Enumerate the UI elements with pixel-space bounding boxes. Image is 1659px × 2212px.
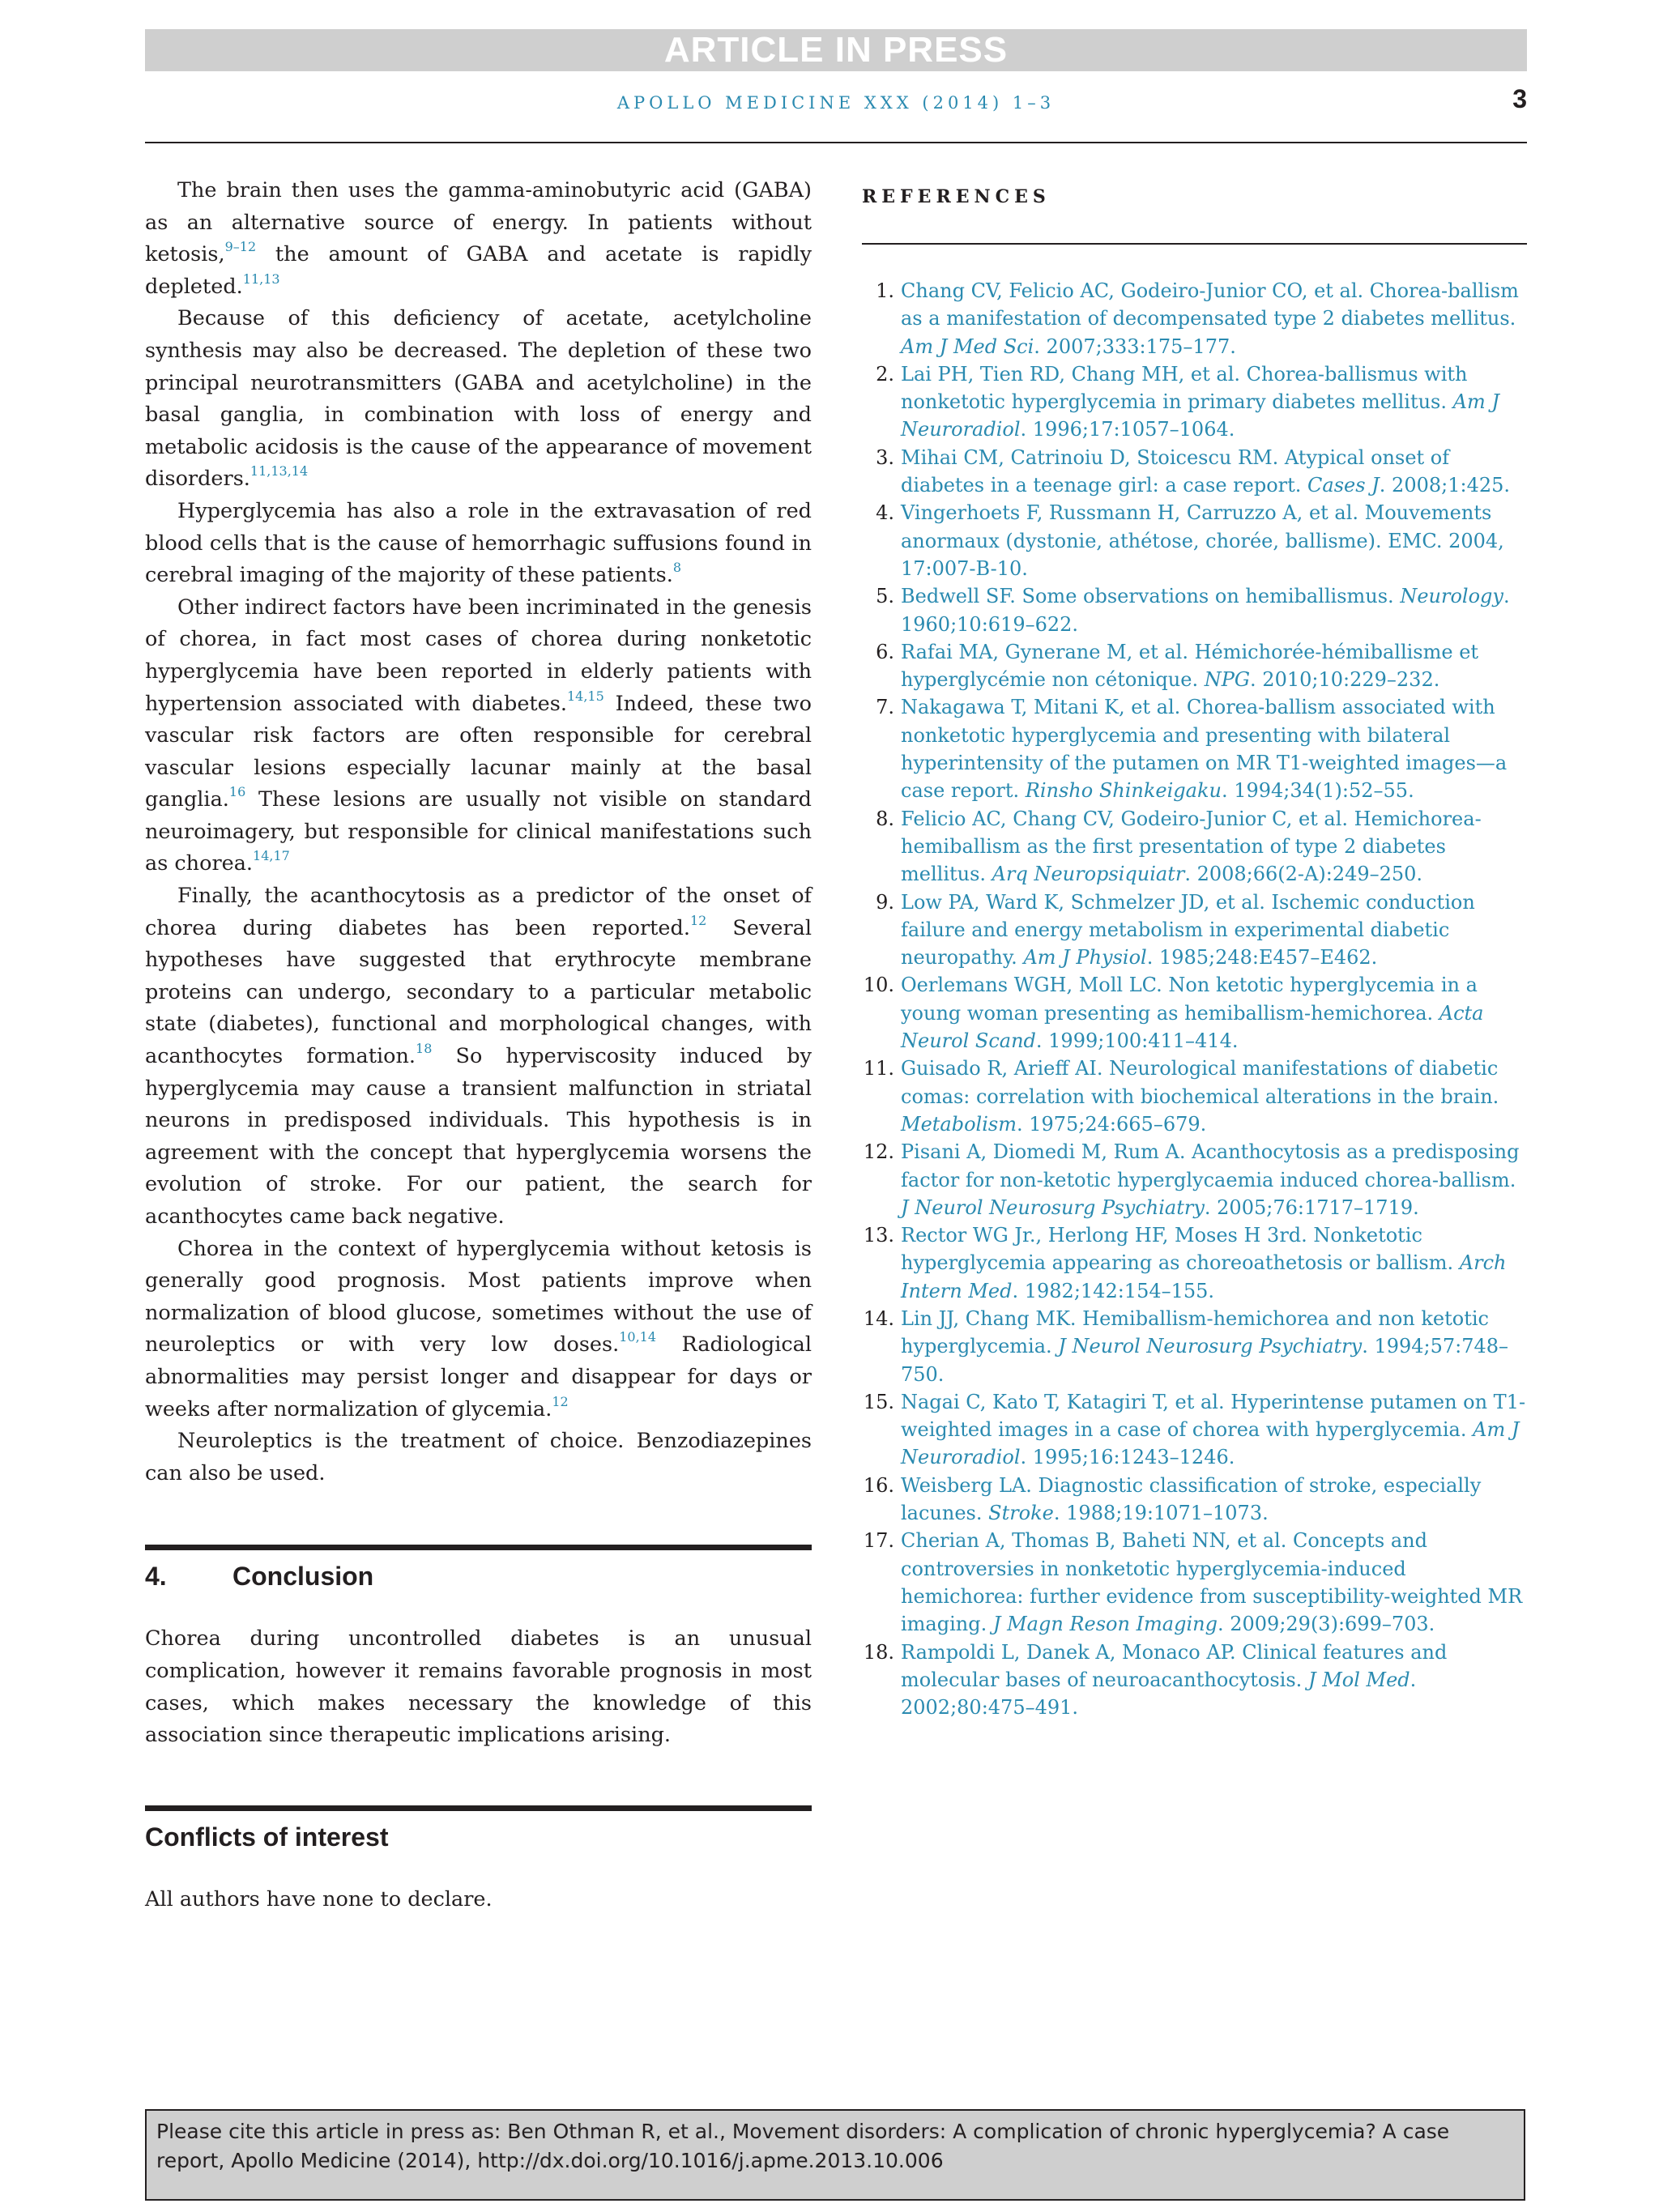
paragraph-text: the amount of GABA and acetate is rapidly depleted. bbox=[145, 242, 812, 299]
reference-text: Chang CV, Felicio AC, Godeiro-Junior CO, et al. Chorea-ballism as a manifestation of decompensated type 2 diabetes mellitus. bbox=[901, 279, 1519, 330]
reference-journal: Cases J bbox=[1307, 474, 1380, 497]
conflicts-text: All authors have none to declare. bbox=[145, 1886, 493, 1912]
reference-text: Felicio AC, Chang CV, Godeiro-Junior C, et al. Hemichorea-hemiballism as the first presentation of type 2 diabetes mellitus. bbox=[901, 807, 1482, 886]
reference-journal: J Magn Reson Imaging bbox=[992, 1613, 1218, 1636]
reference-journal: Arq Neuropsiquiatr bbox=[992, 863, 1185, 886]
reference-item[interactable] bbox=[862, 1221, 1527, 1305]
reference-journal: Am J Neuroradiol bbox=[901, 1418, 1520, 1469]
reference-details: . 2002;80:475–491. bbox=[901, 1668, 1417, 1720]
reference-number: 5 . bbox=[855, 582, 894, 610]
citation-link[interactable]: 10,14 bbox=[619, 1329, 657, 1345]
reference-number: 16 . bbox=[855, 1472, 894, 1499]
citation-link[interactable]: 14,17 bbox=[253, 848, 290, 864]
body-paragraph bbox=[145, 175, 812, 303]
reference-details: . 2008;1:425. bbox=[1379, 474, 1511, 497]
reference-journal: J Neurol Neurosurg Psychiatry bbox=[1058, 1335, 1363, 1358]
reference-details: . 2008;66(2-A):249–250. bbox=[1184, 863, 1423, 886]
reference-journal: Am J Physiol bbox=[1023, 946, 1147, 970]
reference-item[interactable] bbox=[862, 1305, 1527, 1388]
reference-item[interactable] bbox=[862, 1388, 1527, 1472]
reference-details: . 2005;76:1717–1719. bbox=[1204, 1196, 1419, 1219]
reference-details: . 1960;10:619–622. bbox=[901, 585, 1510, 636]
citation-link[interactable]: 12 bbox=[552, 1393, 569, 1409]
citation-link[interactable]: 18 bbox=[416, 1041, 433, 1057]
reference-details: . 1999;100:411–414. bbox=[1035, 1029, 1239, 1053]
reference-number: 15 . bbox=[855, 1388, 894, 1416]
reference-item[interactable] bbox=[862, 444, 1527, 500]
body-paragraph bbox=[145, 1234, 812, 1426]
reference-text: Rafai MA, Gynerane M, et al. Hémichorée-hémiballisme et hyperglycémie non cétonique. bbox=[901, 640, 1479, 692]
paragraph-text: Hyperglycemia has also a role in the extravasation of red blood cells that is the cause of hemorrhagic suffusions found in cerebral imaging of the majority of these patients. bbox=[145, 498, 812, 588]
reference-number: 1 . bbox=[855, 277, 894, 305]
reference-details: . 1982;142:154–155. bbox=[1012, 1279, 1215, 1302]
reference-journal: NPG bbox=[1204, 668, 1251, 692]
reference-text: Nakagawa T, Mitani K, et al. Chorea-ballism associated with nonketotic hyperglycemia and presenting with bilateral hyperintensity of the putamen on MR T1-weighted images—a case report. bbox=[901, 696, 1508, 803]
reference-details: . 1994;34(1):52–55. bbox=[1221, 779, 1414, 803]
reference-item[interactable] bbox=[862, 1527, 1527, 1638]
reference-details: . 1975;24:665–679. bbox=[1016, 1112, 1207, 1136]
reference-journal: J Neurol Neurosurg Psychiatry bbox=[901, 1196, 1205, 1219]
reference-journal: Am J Neuroradiol bbox=[901, 390, 1499, 441]
body-text bbox=[145, 175, 812, 1490]
paragraph-text: Chorea in the context of hyperglycemia without ketosis is generally good prognosis. Most patients improve when normalization of blood glucose, sometimes without the use of neuroleptics or with very low doses. bbox=[145, 1236, 812, 1357]
reference-item[interactable] bbox=[862, 971, 1527, 1055]
conclusion-title: Conclusion bbox=[232, 1562, 374, 1592]
reference-text: Low PA, Ward K, Schmelzer JD, et al. Ischemic conduction failure and energy metabolism in experimental diabetic neuropathy. bbox=[901, 890, 1475, 970]
reference-text: Rampoldi L, Danek A, Monaco AP. Clinical features and molecular bases of neuroacanthocytosis. bbox=[901, 1640, 1448, 1691]
reference-journal: Am J Med Sci bbox=[901, 335, 1034, 358]
reference-number: 6 . bbox=[855, 638, 894, 666]
reference-details: . 2010;10:229–232. bbox=[1250, 668, 1440, 692]
reference-text: Lai PH, Tien RD, Chang MH, et al. Chorea-ballismus with nonketotic hyperglycemia in primary diabetes mellitus. bbox=[901, 362, 1468, 414]
paragraph-text: Other indirect factors have been incriminated in the genesis of chorea, in fact most cases of chorea during nonketotic hyperglycemia have been reported in elderly patients with hypertension associated with diabetes. bbox=[145, 595, 812, 716]
page-number: 3 bbox=[1512, 84, 1527, 113]
citation-link[interactable]: 8 bbox=[672, 560, 682, 576]
conclusion-heading bbox=[145, 1560, 812, 1592]
citation-link[interactable]: 11,13 bbox=[242, 271, 280, 287]
paragraph-text: So hyperviscosity induced by hyperglycemia may cause a transient malfunction in striatal neurons in predisposed individuals. This hypothesis is in agreement with the concept that hyperglycemia worsens the evolution of stroke. For our patient, the search for acanthocytes came back negative. bbox=[145, 1044, 812, 1229]
reference-number: 8 . bbox=[855, 805, 894, 833]
paragraph-text: The brain then uses the gamma-aminobutyric acid (GABA) as an alternative source of energy. In patients without ketosis, bbox=[145, 178, 812, 267]
reference-item[interactable] bbox=[862, 277, 1527, 360]
reference-journal: Metabolism bbox=[901, 1112, 1017, 1136]
body-paragraph bbox=[145, 496, 812, 592]
citation-link[interactable]: 12 bbox=[689, 912, 707, 928]
citation-link[interactable]: 9–12 bbox=[224, 239, 257, 255]
reference-number: 11 . bbox=[855, 1055, 894, 1082]
body-paragraph bbox=[145, 1426, 812, 1490]
reference-journal: J Mol Med bbox=[1307, 1668, 1410, 1691]
left-column bbox=[145, 175, 812, 1916]
reference-item[interactable] bbox=[862, 1055, 1527, 1138]
reference-number: 18 . bbox=[855, 1639, 894, 1666]
references-column bbox=[862, 175, 1527, 1721]
paragraph-text: Because of this deficiency of acetate, acetylcholine synthesis may also be decreased. The depletion of these two principal neurotransmitters (GABA and acetylcholine) in the basal ganglia, in combination with loss of energy and metabolic acidosis is the cause of the appearance of movement disorders. bbox=[145, 306, 812, 492]
reference-number: 9 . bbox=[855, 889, 894, 916]
paragraph-text: Neuroleptics is the treatment of choice. Benzodiazepines can also be used. bbox=[145, 1429, 812, 1485]
reference-text: Guisado R, Arieff AI. Neurological manifestations of diabetic comas: correlation with biochemical alterations in the brain. bbox=[901, 1057, 1499, 1108]
reference-number: 14 . bbox=[855, 1305, 894, 1332]
body-paragraph bbox=[145, 592, 812, 880]
reference-item[interactable] bbox=[862, 1639, 1527, 1722]
conflicts-heading: Conflicts of interest bbox=[145, 1822, 389, 1852]
reference-item[interactable] bbox=[862, 889, 1527, 972]
conflicts-rule bbox=[145, 1805, 812, 1811]
reference-text: Rector WG Jr., Herlong HF, Moses H 3rd. Nonketotic hyperglycemia appearing as choreoathetosis or ballism. bbox=[901, 1224, 1460, 1275]
reference-details: . 1985;248:E457–E462. bbox=[1146, 946, 1378, 970]
body-paragraph bbox=[145, 303, 812, 496]
reference-number: 7 . bbox=[855, 693, 894, 721]
citation-link[interactable]: 11,13,14 bbox=[249, 463, 309, 479]
reference-item[interactable] bbox=[862, 499, 1527, 582]
reference-item[interactable] bbox=[862, 693, 1527, 804]
body-paragraph bbox=[145, 880, 812, 1234]
reference-details: . 2009;29(3):699–703. bbox=[1217, 1613, 1435, 1636]
citation-link[interactable]: 16 bbox=[228, 784, 246, 800]
reference-details: . 1996;17:1057–1064. bbox=[1020, 418, 1235, 441]
reference-number: 12 . bbox=[855, 1138, 894, 1166]
reference-item[interactable] bbox=[862, 582, 1527, 638]
reference-text: Cherian A, Thomas B, Baheti NN, et al. Concepts and controversies in nonketotic hyperglycemia-induced hemichorea: further evidence from susceptibility-weighted MR imaging. bbox=[901, 1529, 1523, 1636]
paragraph-text: These lesions are usually not visible on standard neuroimagery, but responsible for clinical manifestations such as chorea. bbox=[145, 787, 812, 876]
reference-number: 10 . bbox=[855, 971, 894, 999]
paragraph-text: Radiological abnormalities may persist longer and disappear for days or weeks after normalization of glycemia. bbox=[145, 1332, 812, 1421]
running-head: APOLLO MEDICINE XXX (2014) 1–3 bbox=[616, 93, 1056, 113]
paragraph-text: Several hypotheses have suggested that erythrocyte membrane proteins can undergo, secondary to a particular metabolic state (diabetes), functional and morphological changes, with acanthocytes formation. bbox=[145, 915, 812, 1069]
reference-details: . 1995;16:1243–1246. bbox=[1020, 1446, 1235, 1469]
reference-details: . 1988;19:1071–1073. bbox=[1053, 1502, 1269, 1525]
reference-number: 3 . bbox=[855, 444, 894, 471]
reference-number: 2 . bbox=[855, 360, 894, 388]
reference-journal: Arch Intern Med bbox=[901, 1251, 1507, 1302]
paragraph-text: Indeed, these two vascular risk factors are often responsible for cerebral vascular lesions especially lacunar mainly at the basal ganglia. bbox=[145, 691, 812, 812]
citation-link[interactable]: 14,15 bbox=[566, 688, 604, 704]
reference-text: Oerlemans WGH, Moll LC. Non ketotic hyperglycemia in a young woman presenting as hemiballism-hemichorea. bbox=[901, 974, 1478, 1025]
reference-item[interactable] bbox=[862, 360, 1527, 444]
reference-item[interactable] bbox=[862, 1472, 1527, 1528]
reference-details: . 1994;57:748–750. bbox=[901, 1335, 1509, 1386]
references-list bbox=[862, 277, 1527, 1721]
conclusion-rule bbox=[145, 1545, 812, 1550]
reference-journal: Rinsho Shinkeigaku bbox=[1025, 779, 1222, 803]
references-rule bbox=[862, 243, 1527, 245]
reference-number: 17 . bbox=[855, 1527, 894, 1554]
conclusion-number: 4. bbox=[145, 1562, 167, 1592]
reference-number: 13 . bbox=[855, 1221, 894, 1249]
references-title: REFERENCES bbox=[862, 186, 1051, 207]
reference-details: . 2007;333:175–177. bbox=[1034, 335, 1236, 358]
paragraph-text: Finally, the acanthocytosis as a predictor of the onset of chorea during diabetes has been reported. bbox=[145, 884, 812, 940]
reference-text: Mihai CM, Catrinoiu D, Stoicescu RM. Atypical onset of diabetes in a teenage girl: a case report. bbox=[901, 445, 1450, 497]
reference-journal: Neurology bbox=[1400, 585, 1503, 608]
reference-text: Nagai C, Kato T, Katagiri T, et al. Hyperintense putamen on T1-weighted images in a case of chorea with hyperglycemia. bbox=[901, 1390, 1526, 1442]
reference-text: Pisani A, Diomedi M, Rum A. Acanthocytosis as a predisposing factor for non-ketotic hyperglycaemia induced chorea-ballism. bbox=[901, 1140, 1520, 1191]
citation-box: Please cite this article in press as: Ben Othman R, et al., Movement disorders: A complication of chronic hyperglycemia? A case report, Apollo Medicine (2014), http://dx.doi.org/10.1016/j.apme.2013.10.006 bbox=[145, 2109, 1525, 2201]
reference-text: Bedwell SF. Some observations on hemiballismus. bbox=[901, 585, 1401, 608]
reference-item[interactable] bbox=[862, 1138, 1527, 1221]
reference-item[interactable] bbox=[862, 805, 1527, 889]
reference-journal: Acta Neurol Scand bbox=[901, 1001, 1484, 1053]
reference-item[interactable] bbox=[862, 638, 1527, 694]
reference-text: Weisberg LA. Diagnostic classification of stroke, especially lacunes. bbox=[901, 1473, 1482, 1525]
reference-journal: Stroke bbox=[988, 1502, 1054, 1525]
article-in-press-banner: ARTICLE IN PRESS bbox=[145, 29, 1527, 71]
reference-text: Vingerhoets F, Russmann H, Carruzzo A, et al. Mouvements anormaux (dystonie, athétose, chorée, ballisme). EMC. 2004, 17:007-B-10. bbox=[901, 501, 1504, 580]
reference-number: 4 . bbox=[855, 499, 894, 526]
reference-text: Lin JJ, Chang MK. Hemiballism-hemichorea and non ketotic hyperglycemia. bbox=[901, 1306, 1489, 1358]
conclusion-text: Chorea during uncontrolled diabetes is an unusual complication, however it remains favorable prognosis in most cases, which makes necessary the knowledge of this association since therapeutic implications arising. bbox=[145, 1626, 812, 1748]
header-rule bbox=[145, 142, 1527, 143]
